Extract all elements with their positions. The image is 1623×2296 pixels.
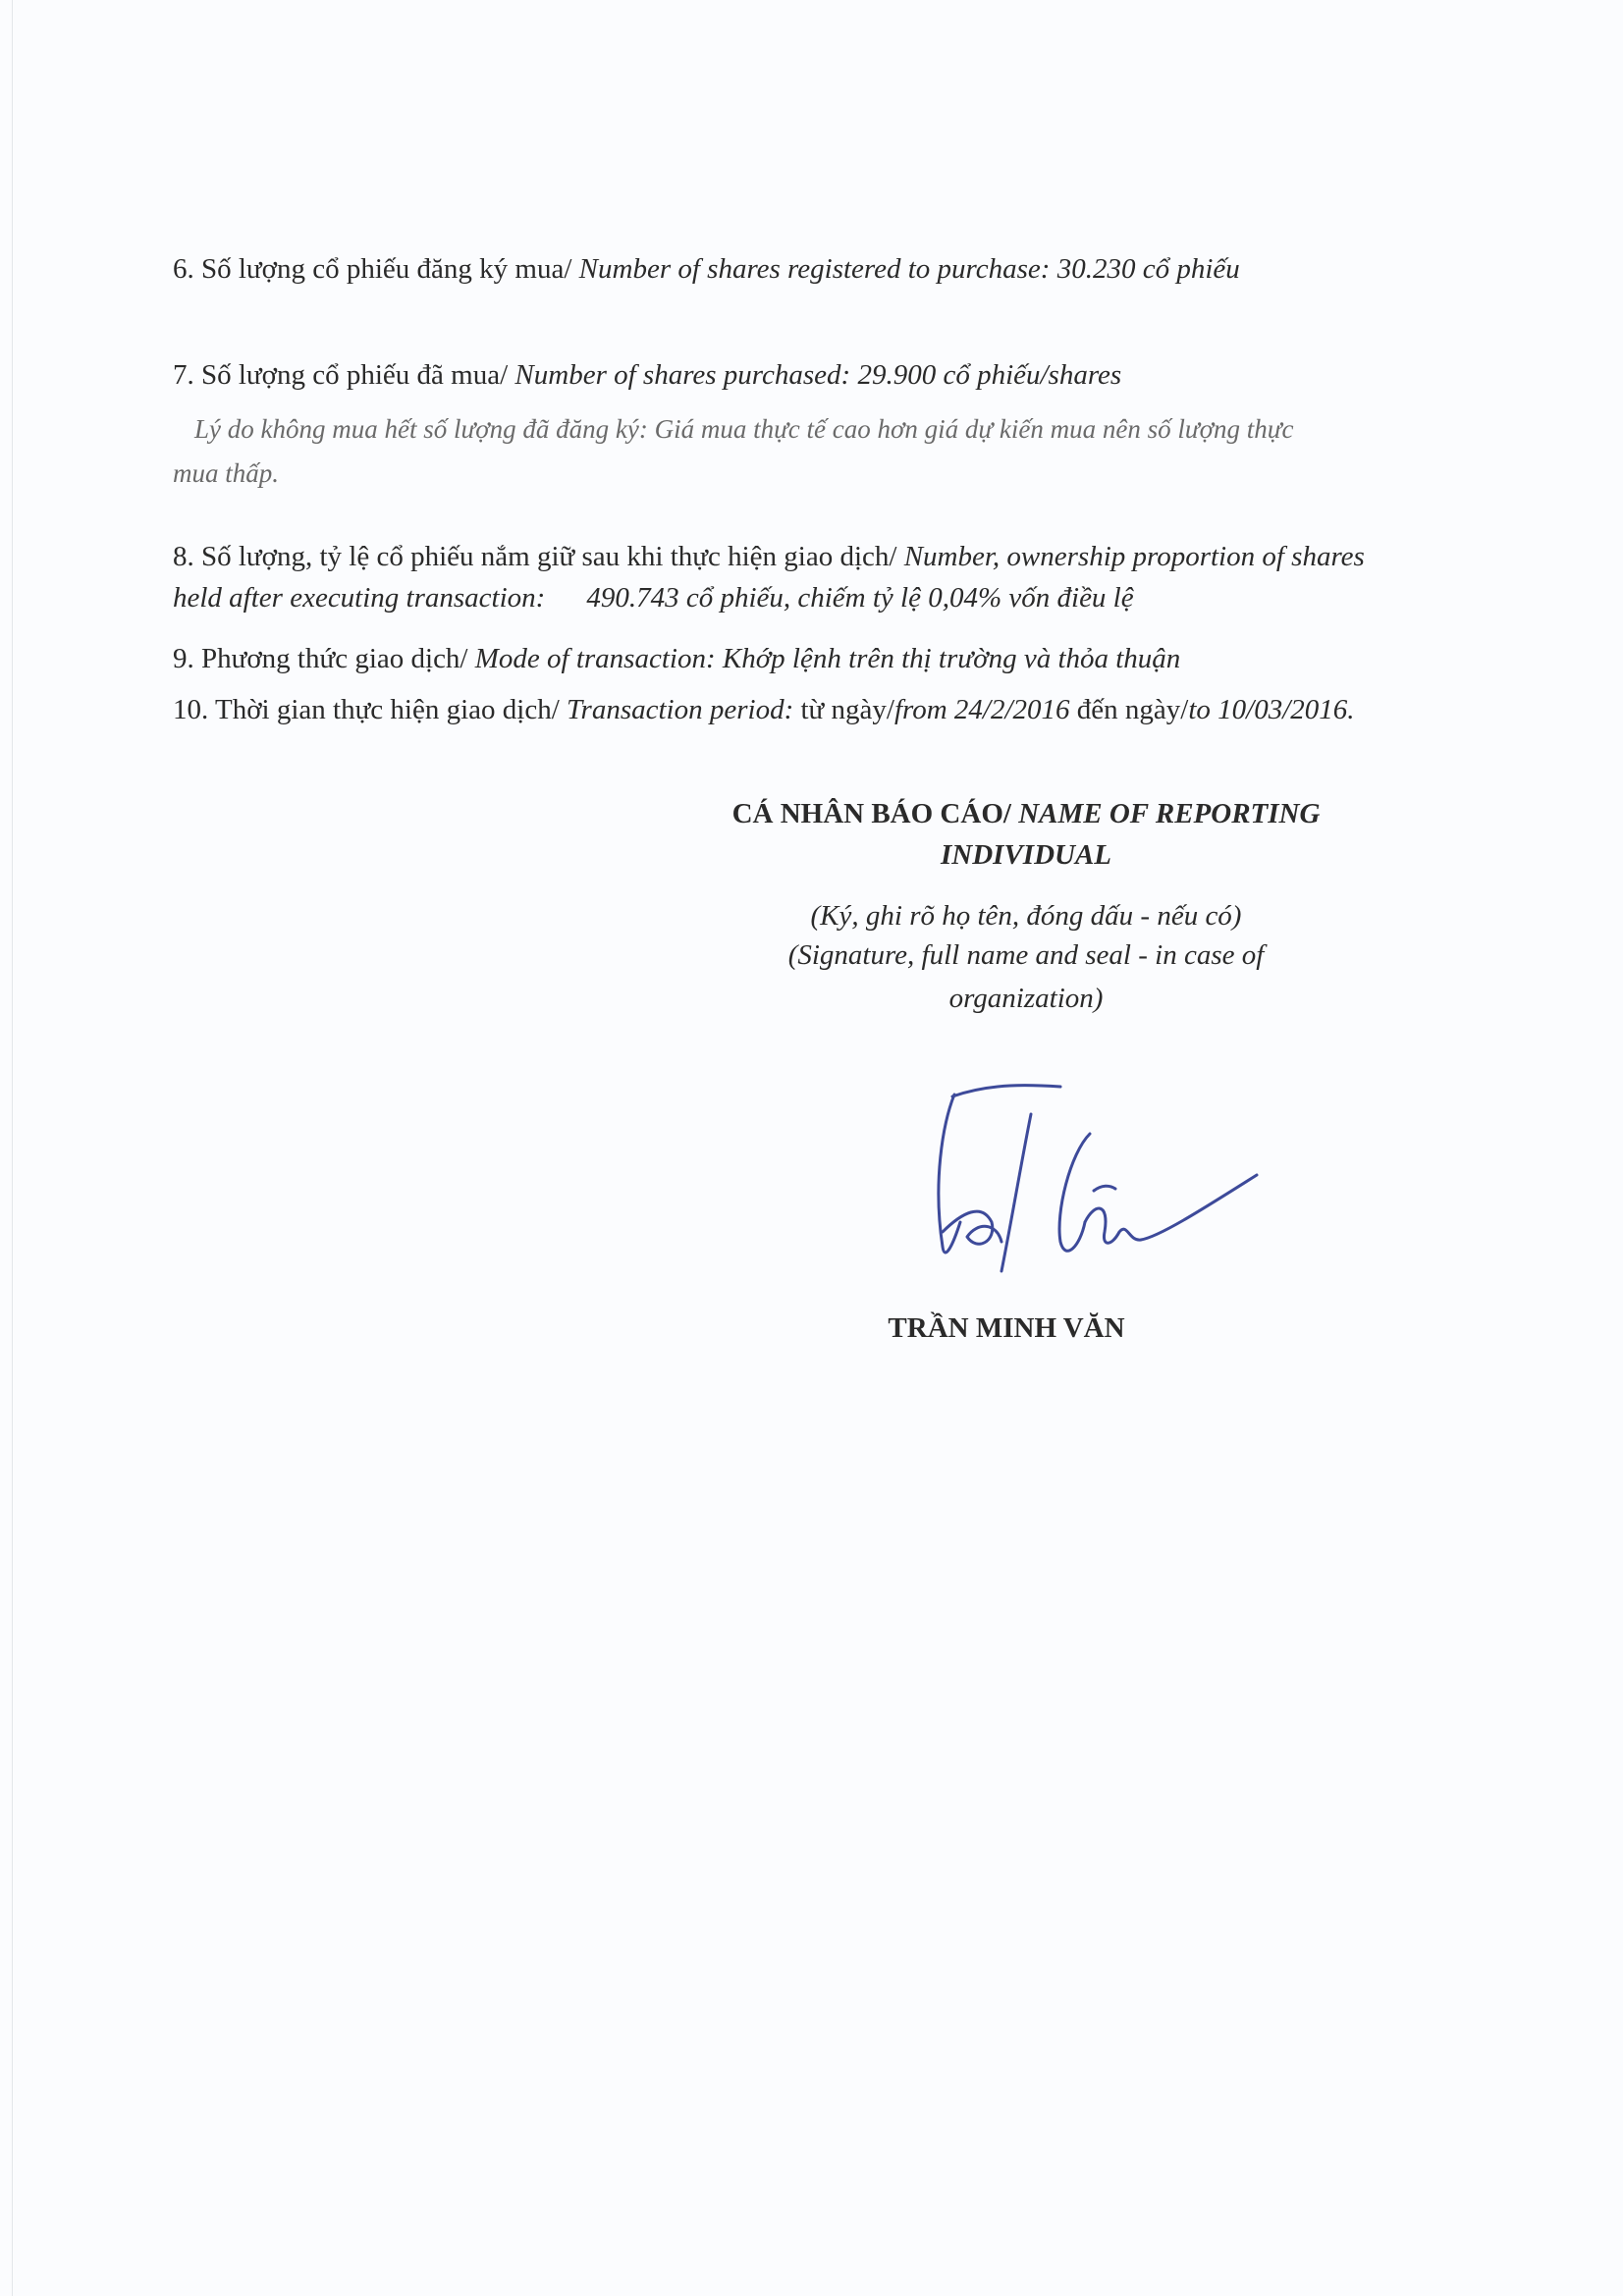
signature-heading-vn: CÁ NHÂN BÁO CÁO/ [731,798,1019,829]
page-edge [12,0,13,2296]
item-10-from-en: from 24/2/2016 [893,694,1070,725]
item-8-label: 8. Số lượng, tỷ lệ cổ phiếu nắm giữ sau khi thực hiện giao dịch/ [173,541,904,572]
item-8-value: 490.743 cổ phiếu, chiếm tỷ lệ 0,04% vốn điều lệ [586,582,1134,614]
handwritten-signature [884,1075,1316,1296]
item-9-label-en: Mode of transaction: Khớp lệnh trên thị trường và thỏa thuận [474,643,1181,674]
signature-heading [609,798,1443,830]
item-7-label: 7. Số lượng cổ phiếu đã mua/ [173,359,515,391]
item-10-from-vn: từ ngày/ [793,694,894,725]
signature-heading-en-1: NAME OF REPORTING [1018,798,1321,829]
item-8 [173,541,1365,573]
item-7-note-1: Lý do không mua hết số lượng đã đăng ký: Giá mua thực tế cao hơn giá dự kiến mua nên số lượng thực [194,414,1294,444]
item-10 [173,694,1355,726]
item-7-note-2: mua thấp. [173,458,279,488]
item-8-label-en: Number, ownership proportion of shares [903,541,1365,572]
item-6-label-en: Number of shares registered to purchase: 30.230 cổ phiếu [578,253,1240,285]
item-10-to-en: to 10/03/2016. [1188,694,1355,725]
item-6 [173,253,1240,286]
item-8-line2 [173,582,1134,614]
item-7 [173,359,1121,392]
item-10-label: 10. Thời gian thực hiện giao dịch/ [173,694,568,725]
signature-heading-en-2: INDIVIDUAL [940,839,1112,871]
item-9 [173,643,1180,675]
item-10-label-en: Transaction period: [567,694,794,725]
item-6-label: 6. Số lượng cổ phiếu đăng ký mua/ [173,253,579,285]
item-9-label: 9. Phương thức giao dịch/ [173,643,475,674]
signature-instruction-en-1: (Signature, full name and seal - in case of [787,939,1265,971]
signature-instruction-en-2: organization) [948,983,1104,1014]
signature-instruction-vn: (Ký, ghi rõ họ tên, đóng dấu - nếu có) [810,900,1242,932]
item-10-to-vn: đến ngày/ [1069,694,1189,725]
item-8-line2-en: held after executing transaction: [173,582,546,614]
reporter-name: TRẦN MINH VĂN [888,1312,1125,1344]
item-7-label-en: Number of shares purchased: 29.900 cổ phiếu/shares [514,359,1122,391]
